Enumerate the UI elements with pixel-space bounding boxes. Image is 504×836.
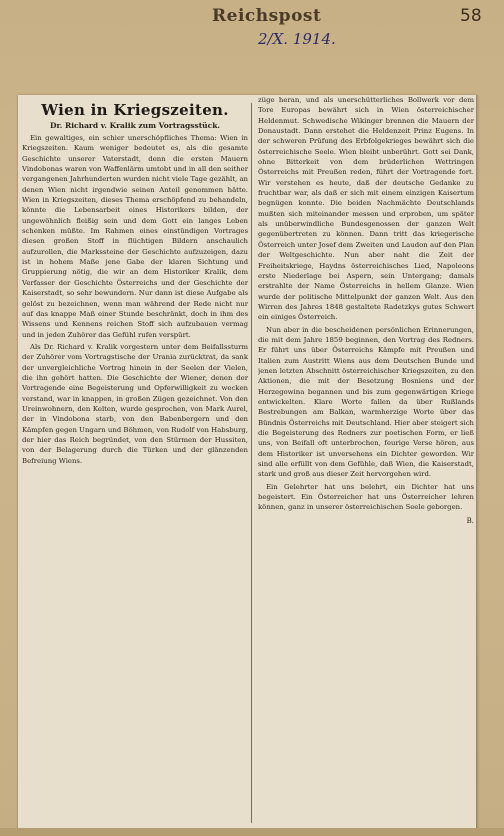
left-column	[22, 95, 248, 830]
article-signature: B.	[466, 516, 474, 525]
page-bottom-edge	[0, 828, 504, 836]
clipping-shadow	[476, 95, 480, 830]
page-number: 58	[460, 6, 482, 26]
column-divider	[251, 103, 252, 823]
right-paragraph: Nun aber in die bescheidenen persönlichen Erinnerungen, die mit dem Jahre 1859 beginnen, den Vortrag des Redners. Er führt uns über Österreichs Kämpfe mit Preußen und Italien zum Austritt Wiens aus dem Deutschen Bunde und jenen letzten Abschnitt österreichischer Kriegszeiten, zu den Aktionen, die mit der Besetzung Bosniens und der Herzegowina begannen und bis zum gegenwärtigen Kriege entwickelten. Klare Worte fallen da über Rußlands Bestrebungen am Balkan, warmherzige Worte über das Bündnis Österreichs mit Deutschland. Hier aber steigert sich die Begeisterung des Redners zur poetischen Form, er ließ uns, von Beifall oft unterbrochen, feurige Verse hören, aus dem Historiker ist unversehens ein Dichter geworden. Wir sind alle erfüllt von dem Gefühle, daß Wien, die Kaiserstadt, stark und groß aus dieser Zeit hervorgehen wird.	[258, 325, 474, 479]
article-byline: Dr. Richard v. Kralik zum Vortragsstück.	[49, 121, 221, 130]
newspaper-clipping	[18, 95, 476, 830]
left-paragraph: Ein gewaltiges, ein schier unerschöpfliches Thema: Wien in Kriegszeiten. Kaum weniger bedeutet es, als die gesamte Geschichte unserer Vaterstadt, denn die ersten Mauern Vindobonas waren von Waffenlärm umtobt und in all den seither vergangenen Jahrhunderten wurden nicht viele Tage gezählt, an denen Wien nicht irgendwie seinen Anteil genommen hätte. Wien in Kriegszeiten, dieses Thema erschöpfend zu behandeln, könnte die Lebensarbeit eines Historikers bilden, der ungewöhnlich fleißig sein und dem Gott ein langes Leben schenken müßte. Im Rahmen eines einstündigen Vortrages diesen großen Stoff in flüchtigen Bildern anschaulich aufzurollen, die Markssteine der Geschichte aufzuzeigen, dazu ist in hohem Maße jene Gabe der klaren Sichtung und Gruppierung nötig, die wir an dem Historiker Kralik, dem Verfasser der Geschichte Österreichs und der Geschichte der Kaiserstadt, so sehr bewundern. Nur dann ist diese Aufgabe als gelöst zu bezeichnen, wenn man während der Rede nicht nur auf das knappe Maß einer Stunde beschränkt, doch in ihm des Wissens und Kennens reichen Stoff sich aufzubauen vermag und in jeden Zuhörer das Gefühl rufen verspürt.	[22, 134, 248, 339]
right-paragraph: Ein Gelehrter hat uns belehrt, ein Dichter hat uns begeistert. Ein Österreicher hat uns Österreicher lehren können, ganz in unserer österreichischen Seele geborgen.	[258, 482, 474, 512]
right-paragraph: züge heran, und als unerschütterliches Bollwerk vor dem Tore Europas bewährt sich in Wien österreichischer Heldenmut. Schwedische Wikinger brennen die Mauern der Donaustadt. Dann erstehet die Heldenzeit Prinz Eugens. In der schweren Prüfung des Erbfolgekrieges bewährt sich die österreichische Seele. Wien bleibt unberührt. Gott sei Dank, ohne Bitterkeit von dem brüderlichen Wettringen Österreichs mit Preußen reden, führt der Vortragende fort. Wir verstehen es heute, daß der deutsche Gedanke zu fruchtbar war, als daß er sich mit einem einzigen Kaisertum begnügen konnte. Die beiden Nachmächte Deutschlands mußten sich miteinander messen und erproben, um später als unüberwindliche Bundesgenossen der ganzen Welt gegenübertreten zu können. Dann tritt das kriegerische Österreich unter Josef dem Zweiten und Laudon auf den Plan der Weltgeschichte. Nun aber naht die Zeit der Freiheitskriege, Haydns österreichisches Lied, Napoleons erste Niederlage bei Aspern, sein Untergang; damals erstrahlte der Name Österreichs in hellem Glanze. Wien wurde der politische Mittelpunkt der ganzen Welt. Aus den Wirren des Jahres 1848 gestaltete Radetzkys gutes Schwert ein einiges Österreich.	[258, 96, 474, 322]
handwritten-date: 2/X. 1914.	[258, 30, 336, 48]
left-paragraph: Als Dr. Richard v. Kralik vorgestern unter dem Beifallssturm der Zuhörer vom Vortragstische der Urania zurücktrat, da sank der unvergleichliche Vortrag hinein in der Seelen der Vielen, die ihn gehört hatten. Die Geschichte der Wiener, denen der Vortragende eine Begeisterung und Opferwilligkeit zu wecken verstand, war in knappen, in großen Zügen gezeichnet. Von den Ureinwohnern, den Kelten, wurde gesprochen, von Mark Aurel, der in Vindobona starb, von den Babenbergern und den Kämpfen gegen Ungarn und Böhmen, von Rudolf von Habsburg, der hier das Reich begründet, von den Stürmen der Hussiten, von der Belagerung durch die Türken und der glänzenden Befreiung Wiens.	[22, 342, 248, 465]
right-column	[258, 95, 474, 830]
article-title: Wien in Kriegszeiten.	[41, 101, 229, 119]
newspaper-title: Reichspost	[212, 6, 322, 26]
